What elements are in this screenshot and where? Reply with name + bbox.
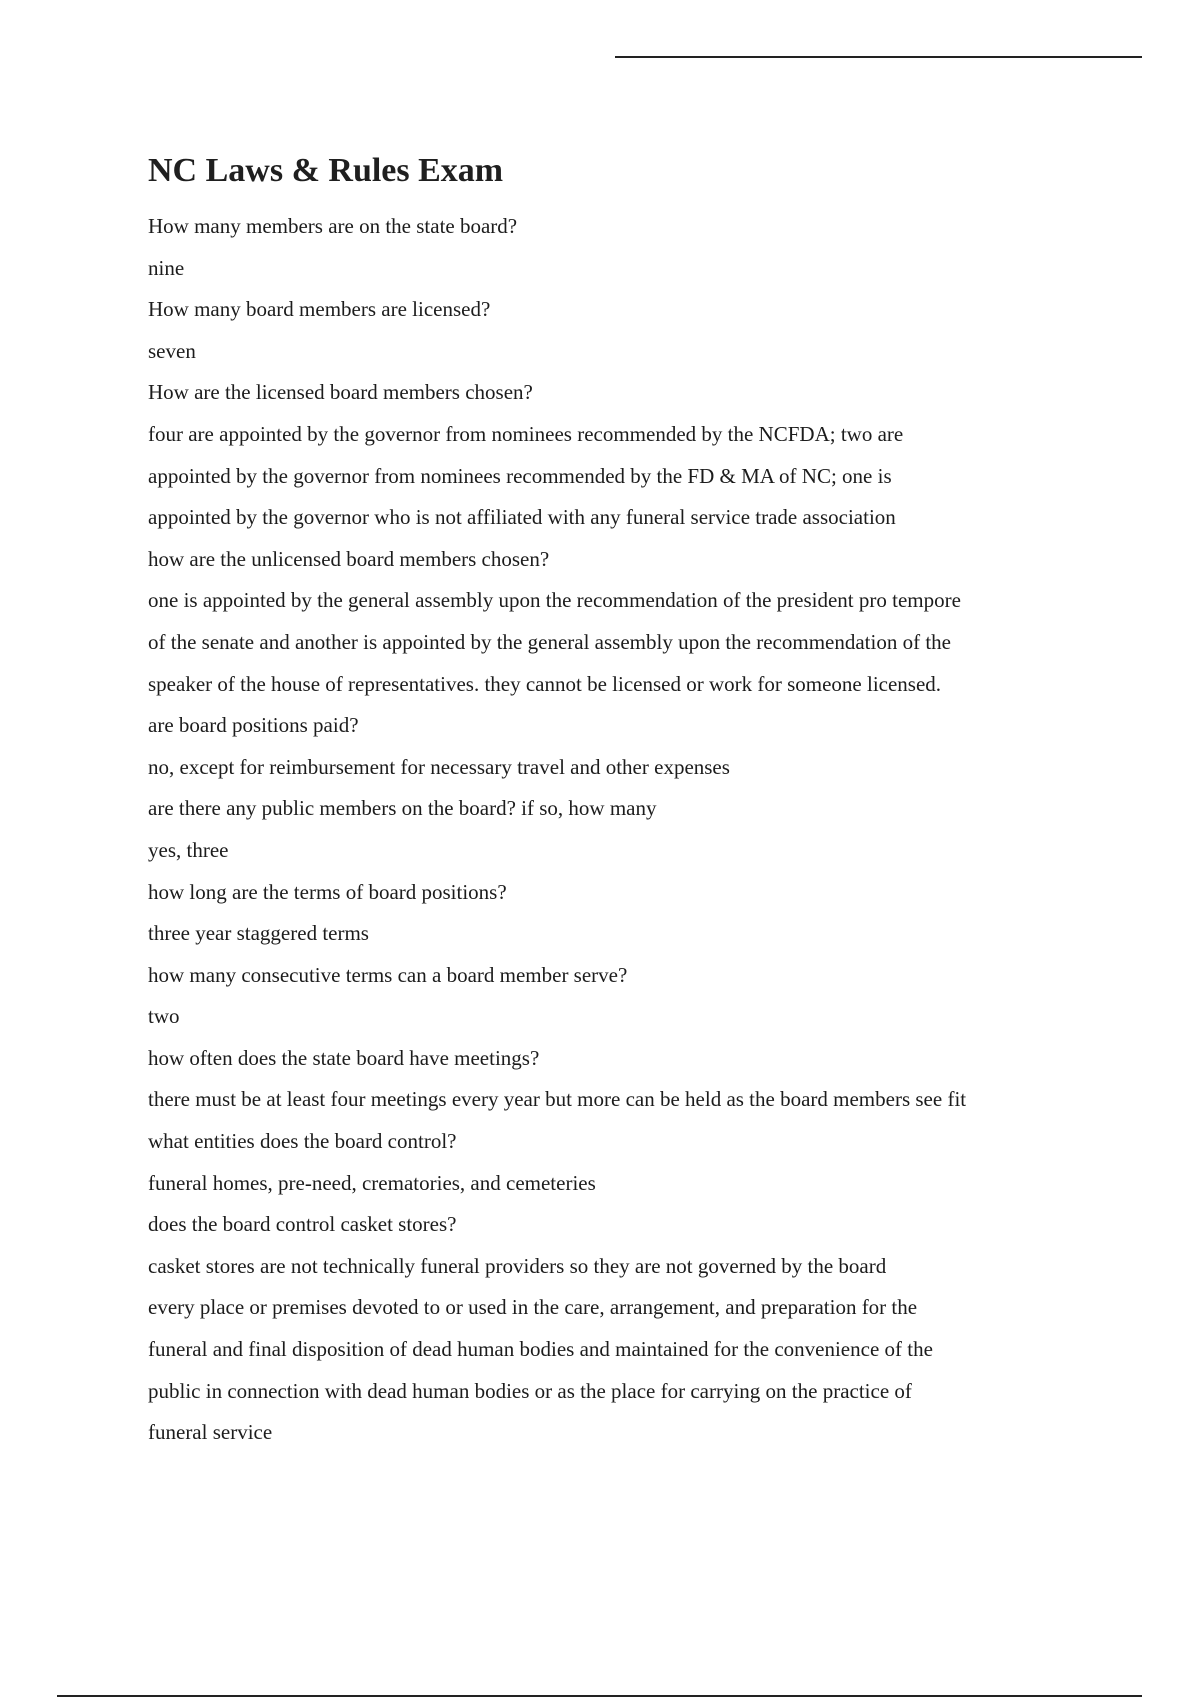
answer-line: appointed by the governor from nominees recommended by the FD & MA of NC; one is: [148, 463, 892, 488]
question-line: How many board members are licensed?: [148, 297, 491, 322]
answer-line: appointed by the governor who is not affiliated with any funeral service trade association: [148, 505, 896, 530]
definition-line: public in connection with dead human bodies or as the place for carrying on the practice of: [148, 1378, 912, 1403]
answer-line: funeral homes, pre-need, crematories, and cemeteries: [148, 1170, 596, 1195]
question-line: How many members are on the state board?: [148, 214, 518, 238]
answer-line: three year staggered terms: [148, 921, 369, 946]
answer-line: there must be at least four meetings every year but more can be held as the board members see fit: [148, 1087, 967, 1112]
definition-line: every place or premises devoted to or used in the care, arrangement, and preparation for the: [148, 1295, 918, 1320]
document-body: [148, 206, 1148, 1454]
answer-line: nine: [148, 255, 185, 280]
question-line: are there any public members on the board? if so, how many: [148, 796, 657, 821]
footer-rule: [57, 1695, 1142, 1697]
answer-line: speaker of the house of representatives. they cannot be licensed or work for someone licensed.: [148, 671, 942, 696]
question-line: what entities does the board control?: [148, 1129, 457, 1154]
question-line: are board positions paid?: [148, 713, 359, 738]
answer-line: four are appointed by the governor from nominees recommended by the NCFDA; two are: [148, 421, 904, 446]
answer-line: of the senate and another is appointed by the general assembly upon the recommendation of the: [148, 629, 951, 654]
question-line: How are the licensed board members chosen?: [148, 380, 533, 405]
answer-line: yes, three: [148, 837, 229, 862]
document-title: NC Laws & Rules Exam: [148, 152, 504, 189]
answer-line: no, except for reimbursement for necessary travel and other expenses: [148, 754, 730, 779]
definition-line: funeral and final disposition of dead human bodies and maintained for the convenience of the: [148, 1337, 933, 1362]
question-line: how often does the state board have meetings?: [148, 1045, 540, 1070]
answer-line: one is appointed by the general assembly upon the recommendation of the president pro tempore: [148, 588, 961, 613]
question-line: how are the unlicensed board members chosen?: [148, 546, 550, 571]
definition-line: funeral service: [148, 1420, 273, 1445]
header-rule: [615, 56, 1142, 58]
answer-line: casket stores are not technically funeral providers so they are not governed by the board: [148, 1253, 887, 1278]
question-line: how many consecutive terms can a board member serve?: [148, 962, 628, 987]
answer-line: two: [148, 1004, 180, 1029]
question-line: does the board control casket stores?: [148, 1212, 457, 1237]
question-line: how long are the terms of board positions?: [148, 879, 507, 904]
answer-line: seven: [148, 338, 196, 363]
